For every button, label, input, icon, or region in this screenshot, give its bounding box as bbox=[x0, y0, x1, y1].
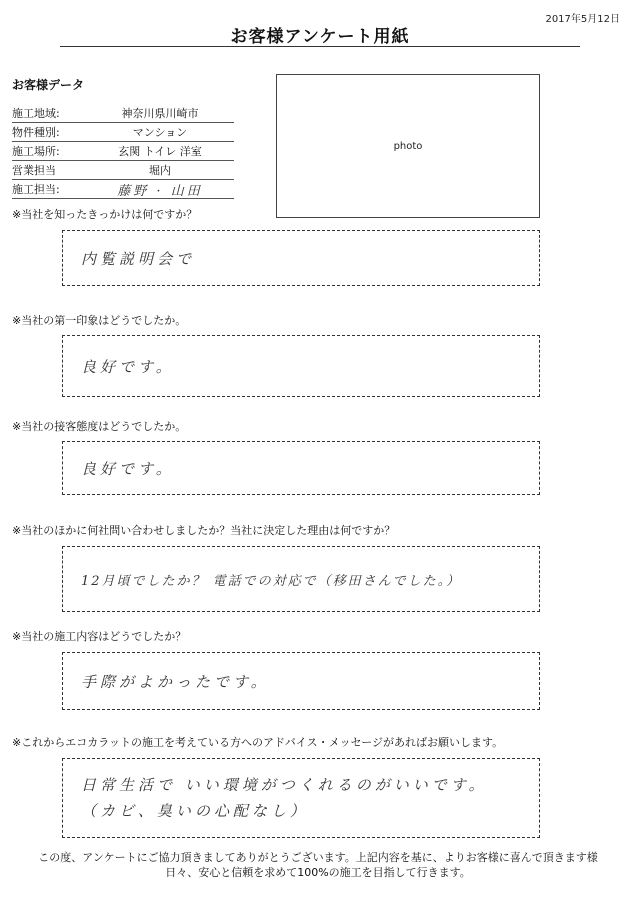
answer-box-3 bbox=[62, 441, 540, 495]
customer-info-table bbox=[12, 104, 234, 199]
info-label: 施工場所: bbox=[12, 145, 60, 158]
answer-box-4 bbox=[62, 546, 540, 612]
footer-message bbox=[20, 850, 616, 880]
answer-box-5 bbox=[62, 652, 540, 710]
info-value: 玄関 トイレ 洋室 bbox=[118, 145, 202, 158]
photo-placeholder bbox=[276, 74, 540, 218]
answer-box-6 bbox=[62, 758, 540, 838]
info-value: 神奈川県川崎市 bbox=[121, 107, 199, 120]
info-row-property-type bbox=[12, 123, 234, 142]
footer-line: この度、アンケートにご協力頂きましてありがとうございます。上記内容を基に、よりお客様に喜んで頂きます様 bbox=[38, 851, 598, 864]
info-row-location bbox=[12, 142, 234, 161]
info-label: 施工担当: bbox=[12, 183, 60, 196]
info-label: 営業担当 bbox=[12, 164, 56, 177]
answer-line: 手際がよかったです。 bbox=[81, 672, 270, 691]
answer-line: （カビ、臭いの心配なし） bbox=[81, 802, 309, 820]
info-row-sales-staff bbox=[12, 161, 234, 180]
footer-line: 日々、安心と信頼を求めて100%の施工を目指して行きます。 bbox=[165, 866, 471, 879]
question-3: ※当社の接客態度はどうでしたか。 bbox=[12, 420, 187, 433]
info-value: マンション bbox=[132, 126, 188, 139]
question-4: ※当社のほかに何社問い合わせしましたか？当社に決定した理由は何ですか？ bbox=[12, 524, 396, 537]
answer-line: 日常生活で いい環境がつくれるのがいいです。 bbox=[81, 776, 488, 794]
answer-box-1 bbox=[62, 230, 540, 286]
question-5: ※当社の施工内容はどうでしたか？ bbox=[12, 630, 187, 643]
photo-label: photo bbox=[393, 140, 423, 152]
info-value: 堀内 bbox=[149, 164, 171, 177]
survey-date: 2017年5月12日 bbox=[545, 14, 620, 25]
question-6: ※これからエコカラットの施工を考えている方へのアドバイス・メッセージがあればお願いします。 bbox=[12, 736, 504, 749]
answer-box-2 bbox=[62, 335, 540, 397]
answer-line: 良好です。 bbox=[81, 357, 175, 376]
answer-line: 12月頃でしたか？ 電話での対応で（移田さんでした。） bbox=[81, 573, 462, 589]
question-1: ※当社を知ったきっかけは何ですか？ bbox=[12, 208, 198, 221]
page-title: お客様アンケート用紙 bbox=[230, 27, 410, 47]
info-value-handwritten: 藤野 · 山田 bbox=[117, 183, 203, 199]
answer-line: 良好です。 bbox=[81, 459, 175, 478]
info-label: 物件種別: bbox=[12, 126, 60, 139]
info-row-area bbox=[12, 104, 234, 123]
answer-line: 内覧説明会で bbox=[81, 249, 196, 268]
info-label: 施工地域: bbox=[12, 107, 60, 120]
question-2: ※当社の第一印象はどうでしたか。 bbox=[12, 314, 187, 327]
customer-data-heading: お客様データ bbox=[12, 78, 85, 92]
info-row-construction-staff bbox=[12, 180, 234, 199]
title-rule bbox=[60, 46, 580, 47]
